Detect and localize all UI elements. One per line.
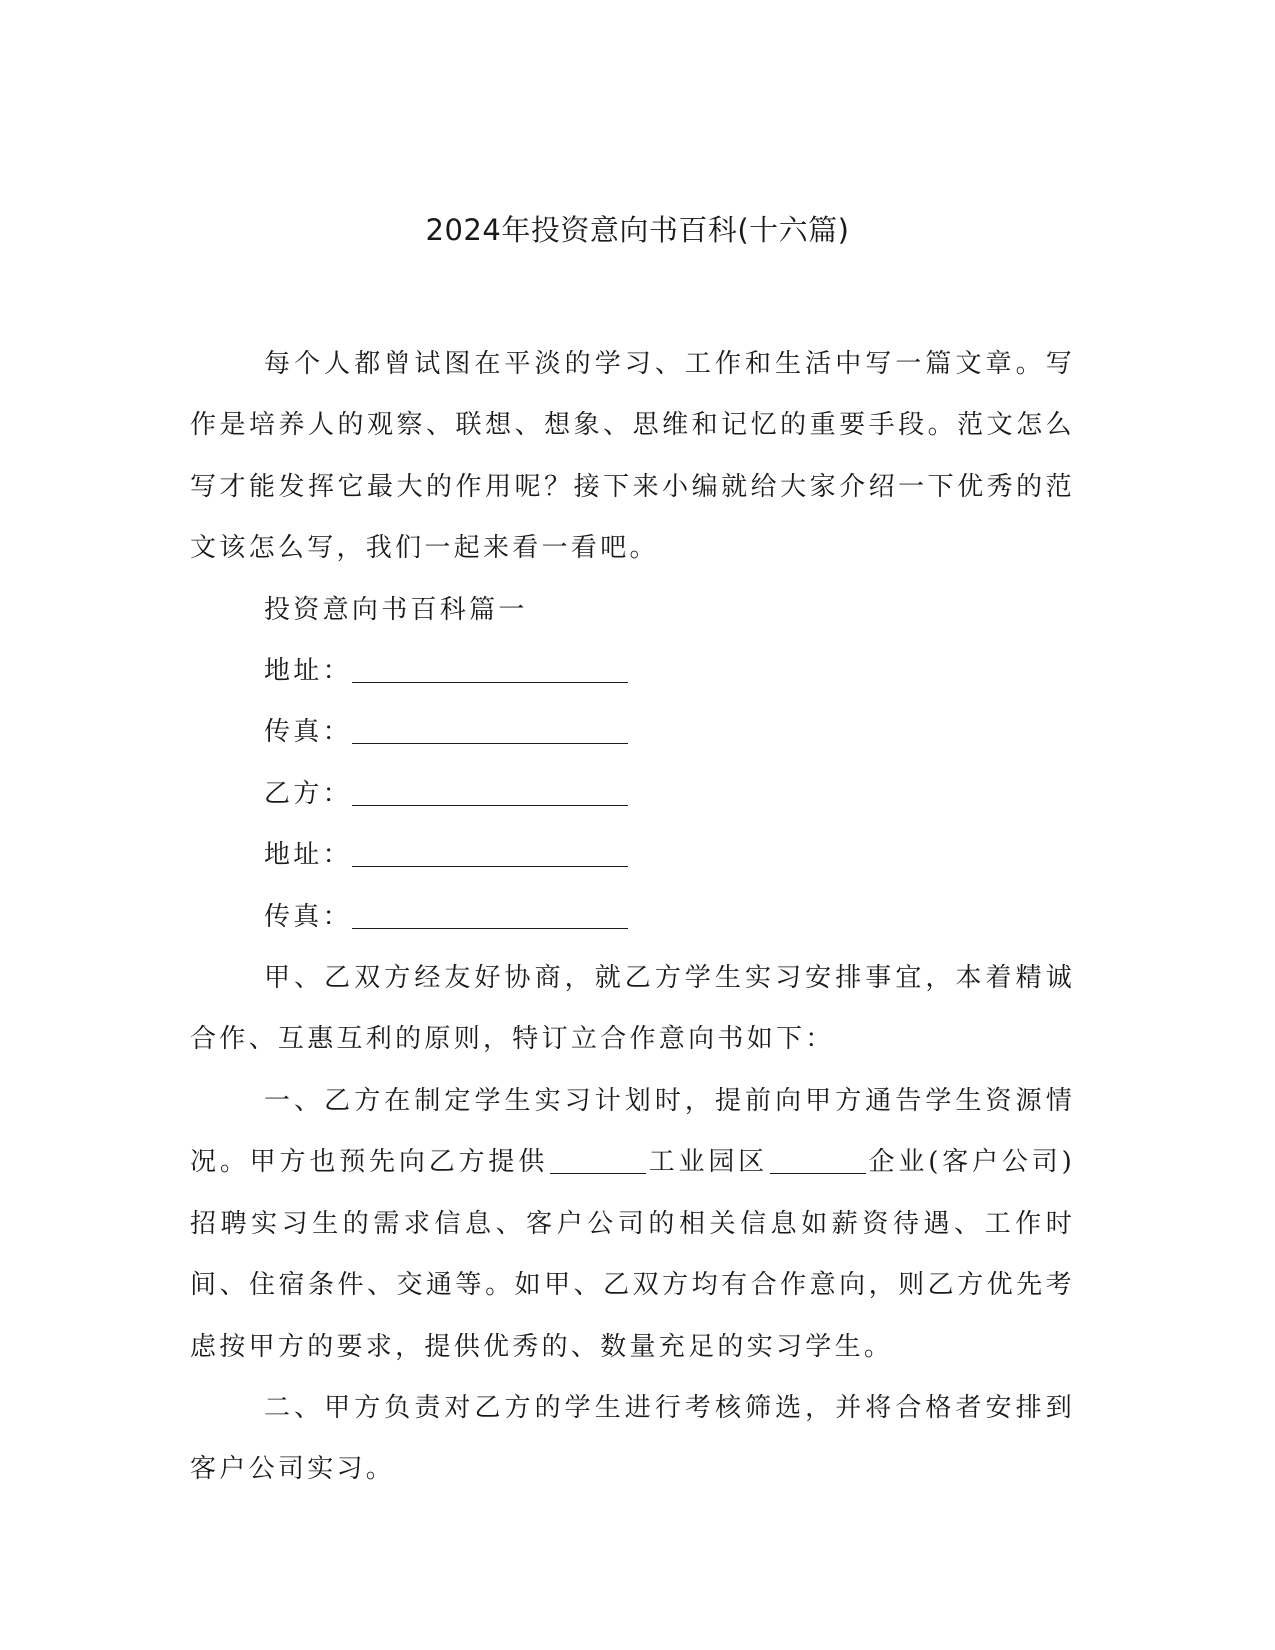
intro-paragraph: 每个人都曾试图在平淡的学习、工作和生活中写一篇文章。写作是培养人的观察、联想、想象、思维和记忆的重要手段。范文怎么写才能发挥它最大的作用呢？接下来小编就给大家介绍一下优秀的范文该怎么写，我们一起来看一看吧。 xyxy=(190,349,1075,564)
document-title: 2024年投资意向书百科(十六篇) xyxy=(425,213,850,247)
field-label: 传真： xyxy=(264,717,352,748)
fill-blank xyxy=(352,719,628,744)
field-fax-1 xyxy=(190,702,1075,763)
fill-blank xyxy=(770,1149,866,1174)
field-label: 传真： xyxy=(264,901,352,932)
clause-one-paragraph xyxy=(190,1071,1075,1378)
field-party-b xyxy=(190,764,1075,825)
clause-one-text-c: 企业(客户公司)招聘实习生的需求信息、客户公司的相关信息如薪资待遇、工作时间、住宿条件、交通等。如甲、乙双方均有合作意向，则乙方优先考虑按甲方的要求，提供优秀的、数量充足的实习学生。 xyxy=(190,1147,1076,1362)
agreement-paragraph: 甲、乙双方经友好协商，就乙方学生实习安排事宜，本着精诚合作、互惠互利的原则，特订立合作意向书如下： xyxy=(190,963,1075,1055)
field-label: 地址： xyxy=(264,840,352,871)
fill-blank xyxy=(352,842,628,867)
field-fax-2 xyxy=(190,887,1075,948)
clause-two-paragraph: 二、甲方负责对乙方的学生进行考核筛选，并将合格者安排到客户公司实习。 xyxy=(190,1392,1075,1485)
clause-one-text-b: 工业园区 xyxy=(648,1147,768,1178)
document-body xyxy=(190,334,1075,1501)
fill-blank xyxy=(550,1149,646,1174)
fill-blank xyxy=(352,904,628,929)
section-heading: 投资意向书百科篇一 xyxy=(264,594,528,625)
clause-one-text-a: 一、乙方在制定学生实习计划时，提前向甲方通告学生资源情况。甲方也预先向乙方提供 xyxy=(190,1085,1075,1178)
fill-blank xyxy=(352,658,628,683)
fill-blank xyxy=(352,781,628,806)
field-label: 乙方： xyxy=(264,778,352,809)
field-address-2 xyxy=(190,825,1075,886)
field-label: 地址： xyxy=(264,656,352,687)
field-address-1 xyxy=(190,641,1075,702)
